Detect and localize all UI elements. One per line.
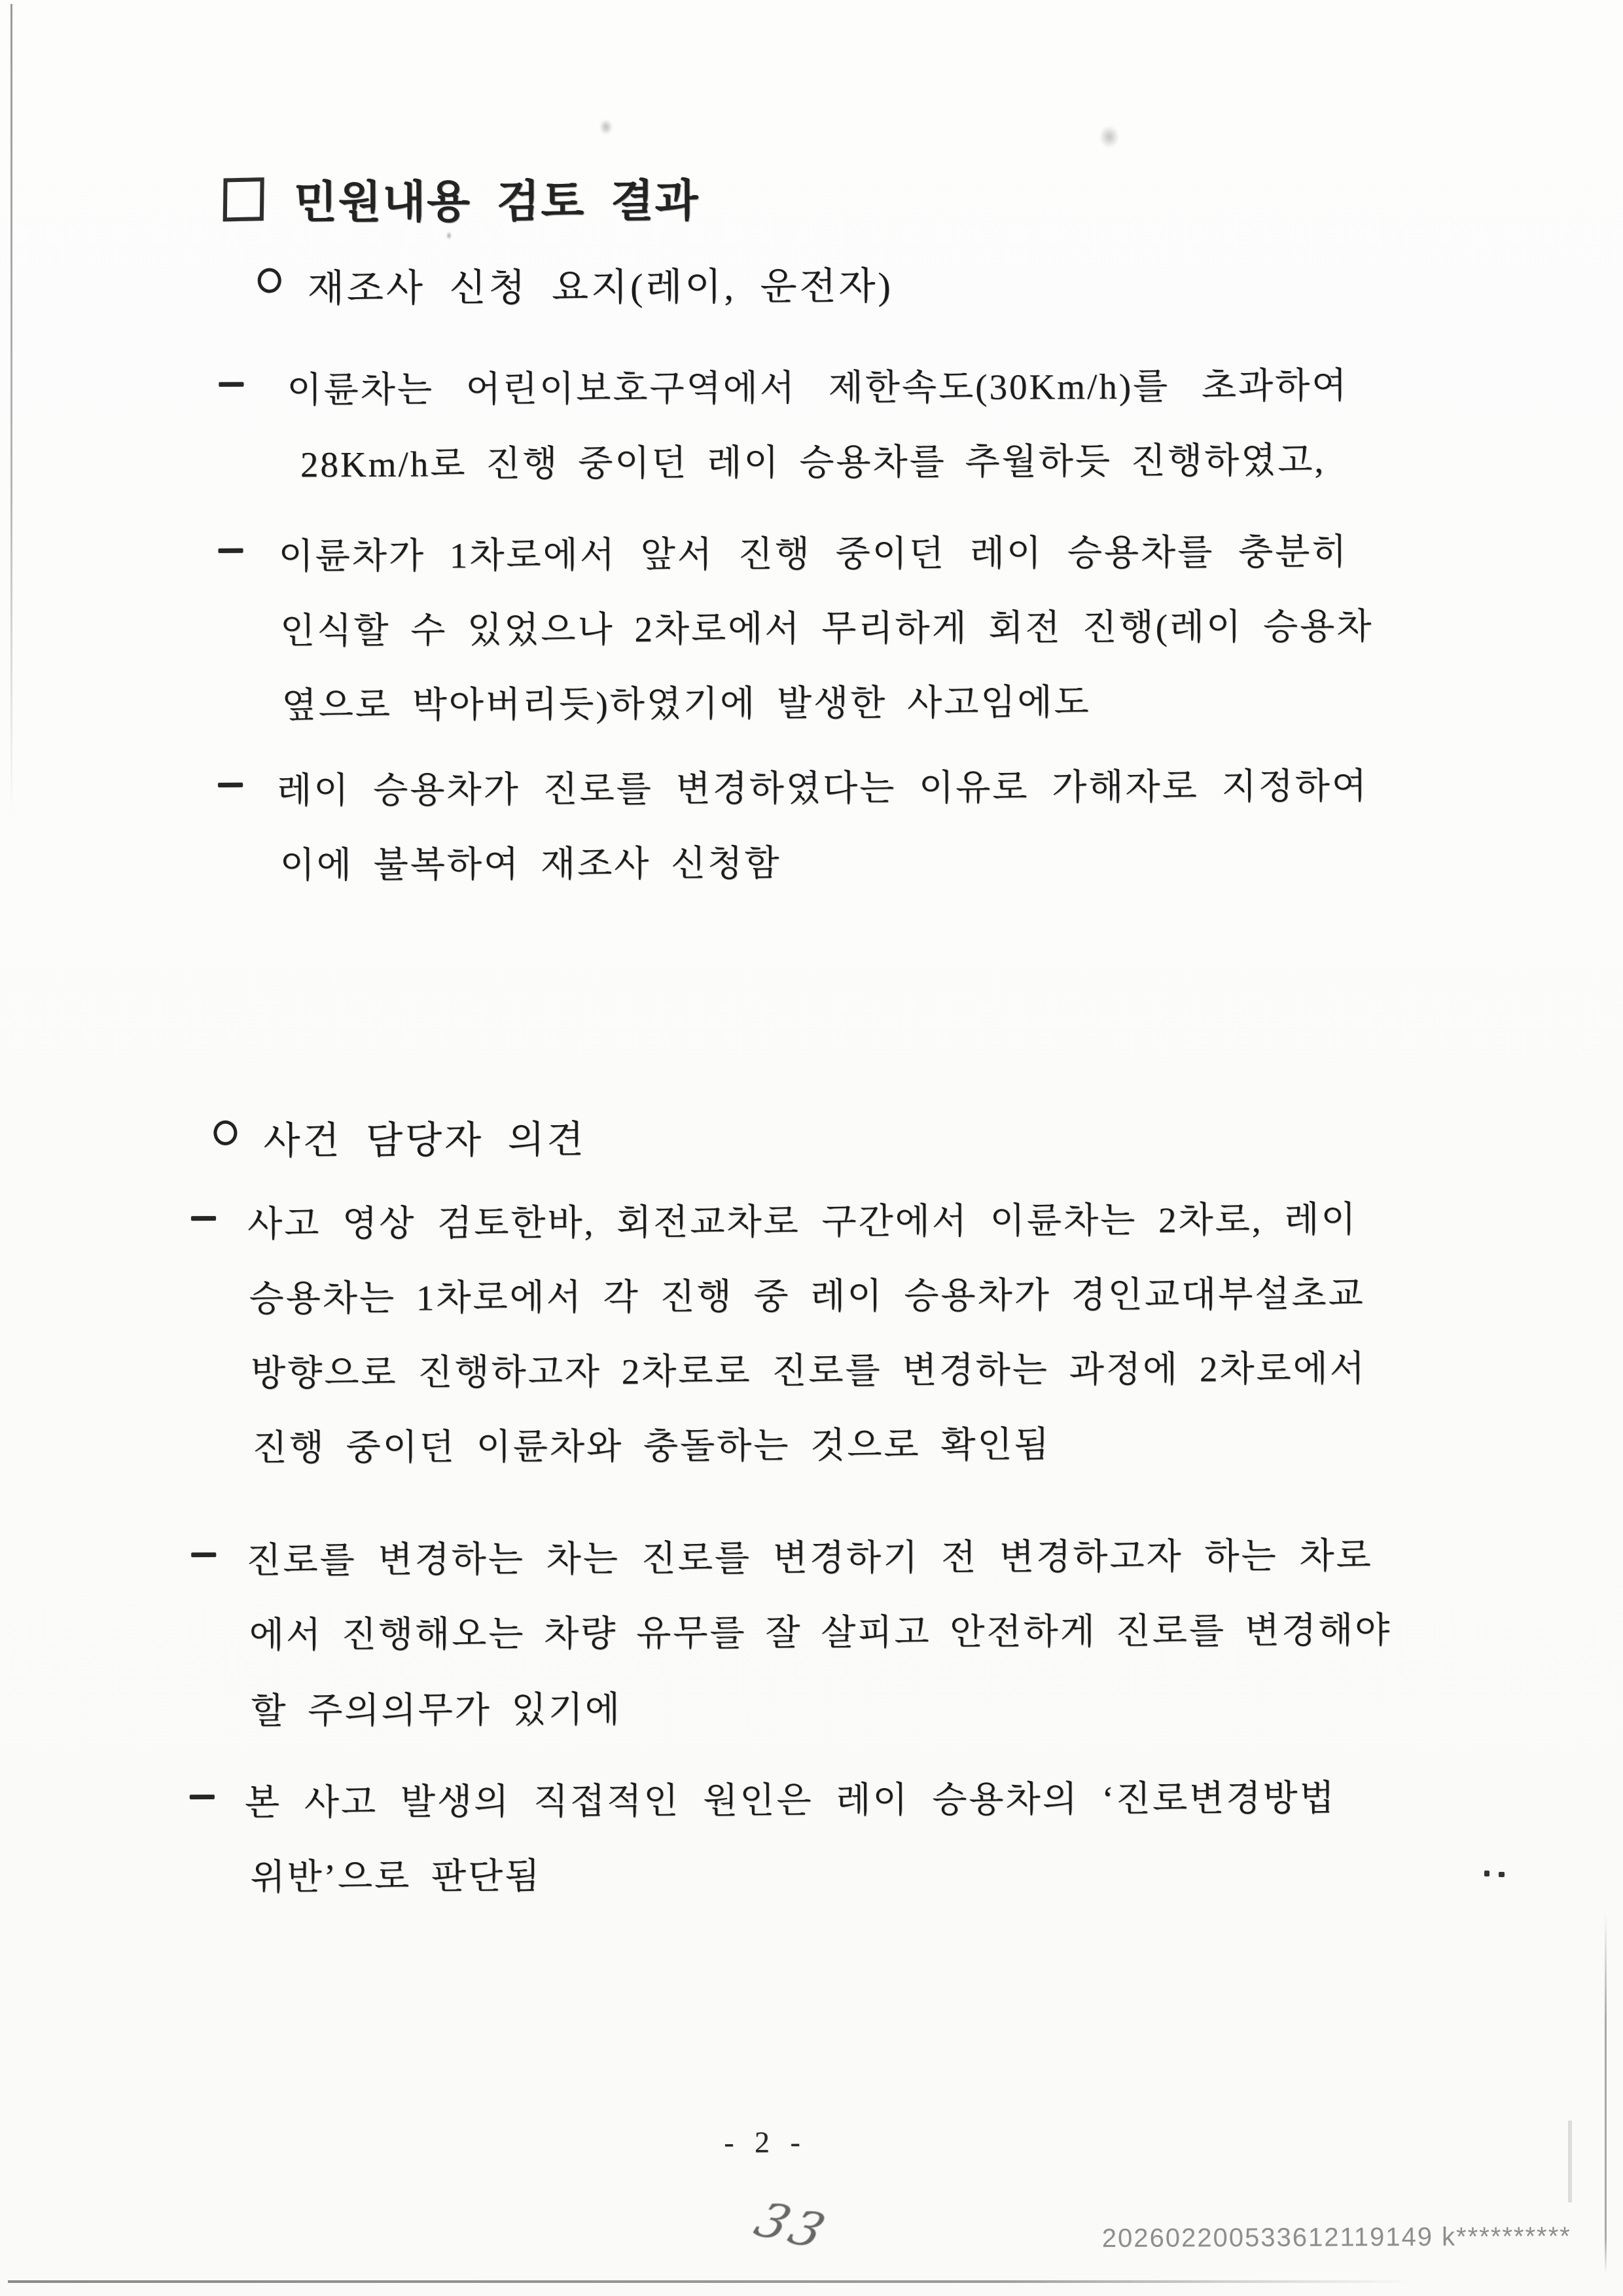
- body-line: 에서 진행해오는 차량 유무를 잘 살피고 안전하게 진로를 변경해야: [249, 1610, 1392, 1655]
- body-line: 레이 승용차가 진로를 변경하였다는 이유로 가해자로 지정하여: [277, 766, 1369, 811]
- body-line: 방향으로 진행하고자 2차로로 진로를 변경하는 과정에 2차로에서: [250, 1348, 1367, 1393]
- body-line: 위반’으로 판단됨: [250, 1856, 542, 1897]
- section-heading-officer-opinion: [213, 1109, 586, 1165]
- body-line: 28Km/h로 진행 중이던 레이 승용차를 추월하듯 진행하였고,: [300, 440, 1326, 485]
- body-line: 이륜차가 1차로에서 앞서 진행 중이던 레이 승용차를 충분히: [278, 531, 1349, 577]
- bullet-dash-marker: [218, 783, 243, 787]
- bullet-dash-marker: [219, 548, 243, 553]
- bullet-dash-marker: [190, 1795, 215, 1799]
- document-title-text: 민원내용 검토 결과: [294, 175, 700, 228]
- body-line: 이륜차는 어린이보호구역에서 제한속도(30Km/h)를 초과하여: [287, 365, 1349, 410]
- body-line: 옆으로 박아버리듯)하였기에 발생한 사고임에도: [281, 682, 1091, 726]
- section-circle-marker: [258, 268, 281, 293]
- handwritten-note: 33: [747, 2191, 836, 2261]
- bullet-dash-marker: [219, 382, 243, 387]
- section-heading-reinvestigation: [258, 255, 893, 312]
- section-circle-marker: [213, 1121, 237, 1145]
- bullet-dash-marker: [191, 1552, 216, 1557]
- body-line: 승용차는 1차로에서 각 진행 중 레이 승용차가 경인교대부설초교: [249, 1274, 1365, 1319]
- bullet-dash-marker: [191, 1216, 216, 1221]
- body-line: 할 주의의무가 있기에: [251, 1689, 622, 1731]
- section-heading-text: 재조사 신청 요지(레이, 운전자): [307, 264, 893, 310]
- body-line: 사고 영상 검토한바, 회전교차로 구간에서 이륜차는 2차로, 레이: [247, 1199, 1358, 1244]
- body-line: 진행 중이던 이륜차와 충돌하는 것으로 확인됨: [252, 1424, 1051, 1468]
- body-line: 진로를 변경하는 차는 진로를 변경하기 전 변경하고자 하는 차로: [246, 1535, 1373, 1581]
- section-heading-text: 사건 담당자 의견: [263, 1118, 586, 1162]
- footer-receipt-code: 202602200533612119149 k**********: [1101, 2221, 1571, 2253]
- body-line: 본 사고 발생의 직접적인 원인은 레이 승용차의 ‘진로변경방법: [244, 1778, 1336, 1823]
- page-number: - 2 -: [724, 2125, 807, 2159]
- document-title: [223, 166, 700, 231]
- body-line: 인식할 수 있었으나 2차로에서 무리하게 회전 진행(레이 승용차: [279, 606, 1374, 651]
- title-checkbox-icon: [223, 177, 264, 221]
- body-line: 이에 불복하여 재조사 신청함: [279, 843, 781, 886]
